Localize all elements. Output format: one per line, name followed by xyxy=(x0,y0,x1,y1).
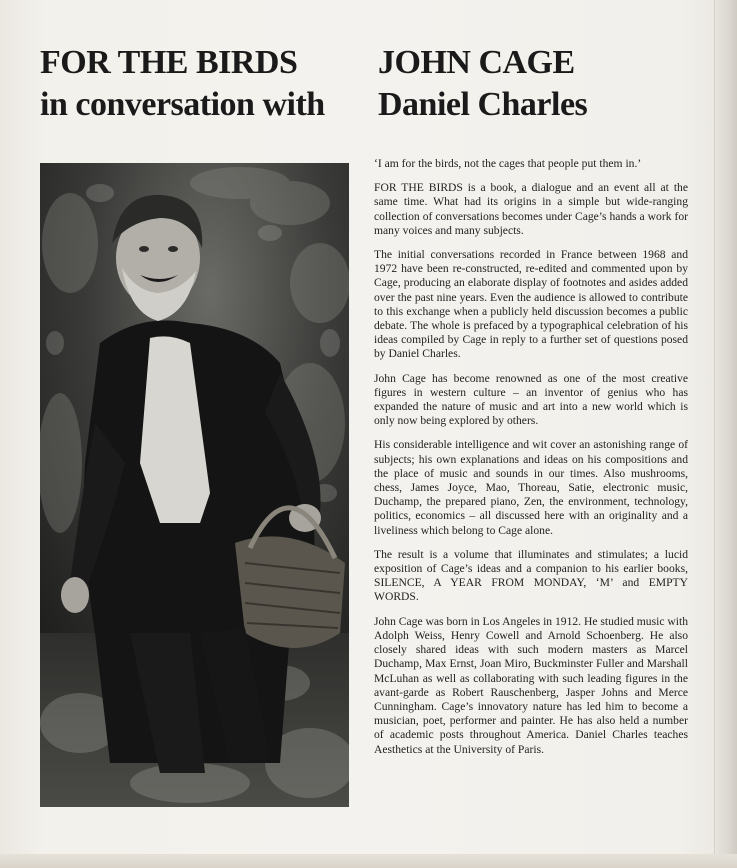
jacket-blurb xyxy=(374,157,688,767)
author-line-2: Daniel Charles xyxy=(378,86,588,123)
blurb-paragraph: FOR THE BIRDS is a book, a dialogue and an event all at the same time. What had its origins in a simple but wide-ranging collection of conversations becomes under Cage’s hands a work for many voices and many subjects. xyxy=(374,181,688,237)
author-photograph xyxy=(40,163,349,807)
book-authors xyxy=(378,42,708,126)
jacket-spine-edge xyxy=(714,0,737,868)
book-title xyxy=(40,42,360,126)
author-line-1: JOHN CAGE xyxy=(378,44,575,81)
epigraph-quote: ‘I am for the birds, not the cages that people put them in.’ xyxy=(374,157,642,170)
blurb-paragraph: His considerable intelligence and wit cover an astonishing range of subjects; his own explanations and ideas on his compositions and the place of music and sounds in our times. Also mushrooms, chess, James Joyce, Mao, Thoreau, Satie, electronic music, Duchamp, the prepared piano, Zen, the environment, technology, politics, economics – all discussed here with an originality and a liveliness which belong to Cage alone. xyxy=(374,438,688,537)
blurb-paragraph: The result is a volume that illuminates and stimulates; a lucid exposition of Cage’s ideas and a companion to his earlier books, SILENCE, A YEAR FROM MONDAY, ‘M’ and EMPTY WORDS. xyxy=(374,547,688,604)
photo-illustration xyxy=(40,163,349,807)
blurb-paragraph: The initial conversations recorded in France between 1968 and 1972 have been re-constructed, re-edited and commented upon by Cage, producing an elaborate display of footnotes and asides added over the past nine years. Even the audience is allowed to contribute to this exchange when a publicly held discussion becomes a public debate. The whole is prefaced by a typographical celebration of his ideas compiled by Cage in reply to a further set of questions posed by Daniel Charles. xyxy=(374,248,688,361)
jacket-bottom-edge xyxy=(0,854,737,868)
blurb-paragraph: John Cage has become renowned as one of the most creative figures in western culture – an inventor of genius who has expanded the nature of music and art into a new world which is only now being explored by others. xyxy=(374,371,688,428)
title-line-2: in conversation with xyxy=(40,86,325,123)
title-line-1: FOR THE BIRDS xyxy=(40,44,298,81)
author-bio-paragraph: John Cage was born in Los Angeles in 1912. He studied music with Adolph Weiss, Henry Cowell and Arnold Schoenberg. He also closely shared ideas with such modern masters as Marcel Duchamp, Max Ernst, Joan Miro, Buckminster Fuller and Marshall McLuhan as well as collaborating with such leading figures in the avant-garde as Robert Rauschenberg, Jasper Johns and Merce Cunningham. Cage’s innovatory nature has led him to become a musician, poet, performer and painter. He has also held a number of academic posts throughout America. Daniel Charles teaches Aesthetics at the University of Paris. xyxy=(374,614,688,756)
